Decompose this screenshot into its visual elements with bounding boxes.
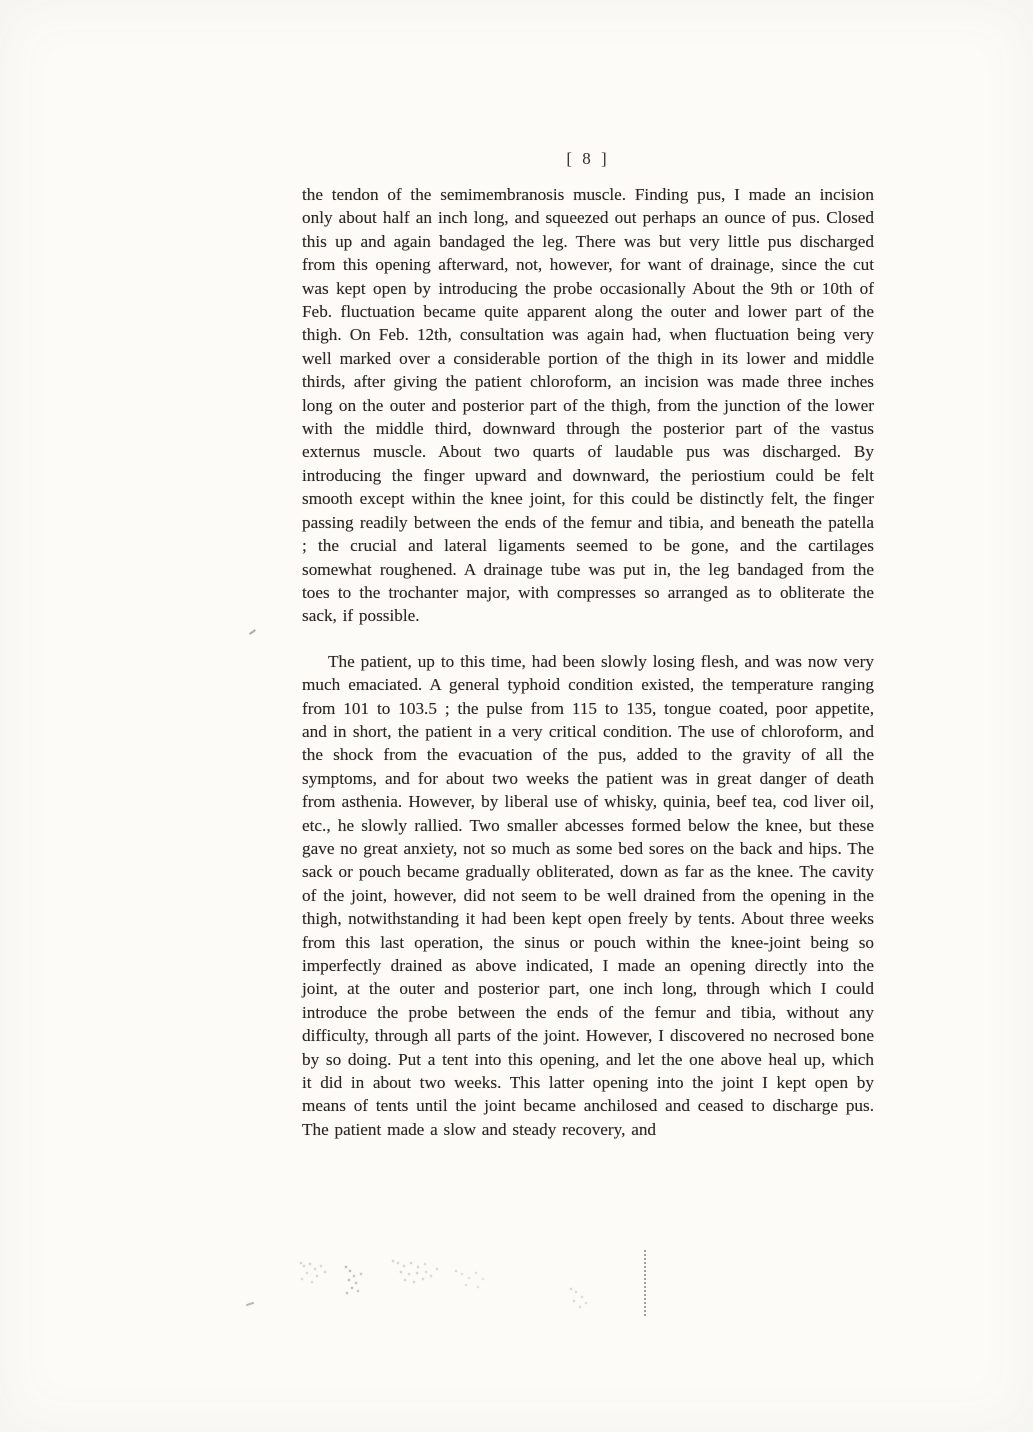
scan-artifact: [644, 1250, 646, 1316]
scan-artifact: [392, 1260, 394, 1262]
body-text: [302, 183, 874, 1141]
paragraph-2: The patient, up to this time, had been slowly losing flesh, and was now very much emaciated. A general typhoid condition existed, the temperature ranging from 101 to 103.5 ; the pulse from 115 to 135, tongue coated, poor appetite, and in short, the patient in a very critical condition. The use of chloroform, and the shock from the evacuation of the pus, added to the gravity of all the symptoms, and for about two weeks the patient was in great danger of death from asthenia. However, by liberal use of whisky, quinia, beef tea, cod liver oil, etc., he slowly rallied. Two smaller abcesses formed below the knee, but these gave no great anxiety, not so much as some bed sores on the back and hips. The sack or pouch became gradually obliterated, down as far as the knee. The cavity of the joint, however, did not seem to be well drained from the opening in the thigh, notwithstanding it had been kept open freely by tents. About three weeks from this last operation, the sinus or pouch within the knee-joint being so imperfectly drained as above indicated, I made an opening directly into the joint, at the outer and posterior part, one inch long, through which I could introduce the probe between the ends of the femur and tibia, without any difficulty, through all parts of the joint. However, I discovered no necrosed bone by so doing. Put a tent into this opening, and let the one above heal up, which it did in about two weeks. This latter opening into the joint I kept open by means of tents until the joint became anchilosed and ceased to discharge pus. The patient made a slow and steady recovery, and: [302, 651, 874, 1139]
scan-artifact: [249, 629, 256, 635]
scan-artifact: [570, 1288, 572, 1290]
scan-artifact: [455, 1270, 457, 1272]
paragraph-1: the tendon of the semimembranosis muscle. Finding pus, I made an incision only about half an inch long, and squeezed out perhaps an ounce of pus. Closed this up and again bandaged the leg. There was but very little pus discharged from this opening afterward, not, however, for want of drainage, since the cut was kept open by introducing the probe occasionally About the 9th or 10th of Feb. fluctuation became quite apparent along the outer and lower part of the thigh. On Feb. 12th, consultation was again had, when fluctuation being very well marked over a considerable portion of the thigh in its lower and middle thirds, after giving the patient chloroform, an incision was made three inches long on the outer and posterior part of the thigh, from the junction of the lower with the middle third, downward through the posterior part of the vastus externus muscle. About two quarts of laudable pus was discharged. By introducing the finger upward and downward, the periostium could be felt smooth except within the knee joint, for this could be distinctly felt, the finger passing readily between the ends of the femur and tibia, and beneath the patella ; the crucial and lateral ligaments seemed to be gone, and the cartilages somewhat roughened. A drainage tube was put in, the leg bandaged from the toes to the trochanter major, with compresses so arranged as to obliterate the sack, if possible.: [302, 185, 874, 626]
scan-artifact: [345, 1266, 347, 1268]
scan-artifact: [246, 1302, 254, 1307]
scan-artifact: [300, 1262, 302, 1264]
page-number: [ 8 ]: [566, 149, 610, 168]
